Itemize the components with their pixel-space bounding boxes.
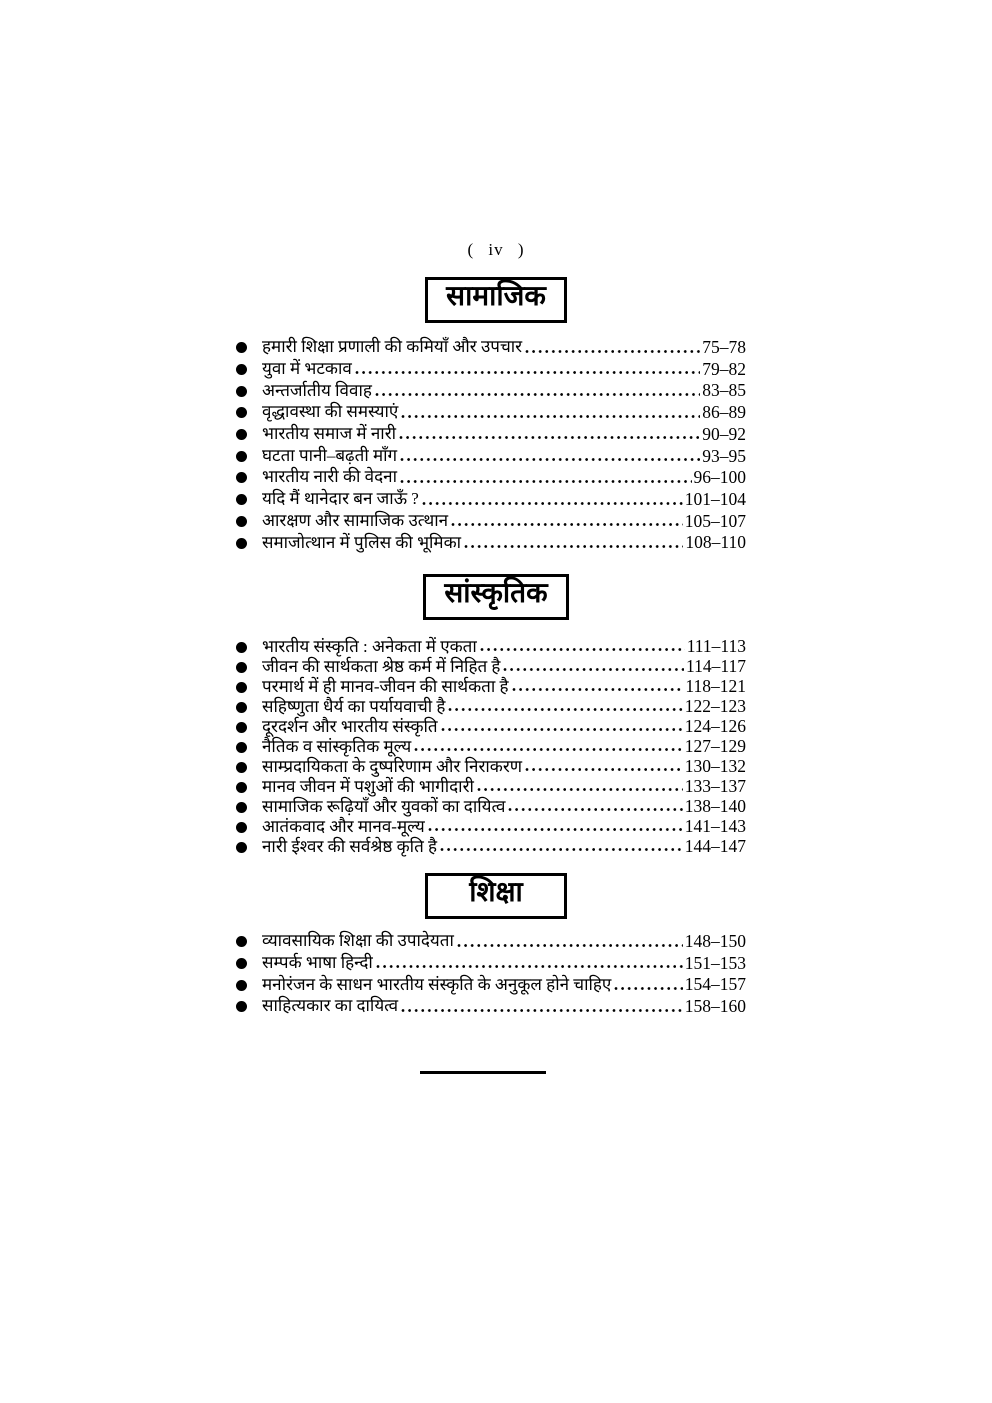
toc-item xyxy=(236,837,746,857)
section-title-box xyxy=(425,277,567,323)
bullet-icon xyxy=(236,936,247,947)
toc-item xyxy=(236,817,746,837)
toc-item-pages: 90–92 xyxy=(702,423,746,444)
toc-item-pages: 133–137 xyxy=(684,776,746,797)
bullet-icon xyxy=(236,742,247,753)
toc-item xyxy=(236,757,746,777)
toc-item xyxy=(236,337,746,359)
toc-item-pages: 105–107 xyxy=(684,510,746,531)
toc-item xyxy=(236,532,746,554)
toc-item-title: दूरदर्शन और भारतीय संस्कृति xyxy=(262,716,438,736)
toc-item-pages: 151–153 xyxy=(684,952,746,973)
toc-item xyxy=(236,717,746,737)
section-title: सांस्कृतिक xyxy=(444,578,548,609)
toc-item-title: युवा में भटकाव xyxy=(262,359,352,379)
toc-item-pages: 75–78 xyxy=(702,337,746,358)
bullet-icon xyxy=(236,958,247,969)
toc-item-title: जीवन की सार्थकता श्रेष्ठ कर्म में निहित है xyxy=(262,656,501,676)
toc-item-title: नारी ईश्वर की सर्वश्रेष्ठ कृति है xyxy=(262,836,438,856)
bullet-icon xyxy=(236,516,247,527)
section-heading-row xyxy=(0,277,992,323)
dot-leader xyxy=(376,964,683,969)
bullet-icon xyxy=(236,762,247,773)
toc-item xyxy=(236,380,746,402)
section-title: शिक्षा xyxy=(469,877,523,908)
toc-item-pages: 101–104 xyxy=(684,488,746,509)
toc-item-title: सम्पर्क भाषा हिन्दी xyxy=(262,953,373,973)
dot-leader xyxy=(503,667,684,672)
toc-item-title: हमारी शिक्षा प्रणाली की कमियाँ और उपचार xyxy=(262,337,523,357)
toc-item-pages: 111–113 xyxy=(686,636,746,657)
toc-item-title: परमार्थ में ही मानव-जीवन की सार्थकता है xyxy=(262,676,509,696)
toc-item-title: घटता पानी–बढ़ती माँग xyxy=(262,445,398,465)
toc-item-title: नैतिक व सांस्कृतिक मूल्य xyxy=(262,736,412,756)
bullet-icon xyxy=(236,364,247,375)
dot-leader xyxy=(422,501,683,506)
toc-item-pages: 144–147 xyxy=(684,836,746,857)
toc-item-title: साहित्यकार का दायित्व xyxy=(262,996,399,1016)
bullet-icon xyxy=(236,407,247,418)
dot-leader xyxy=(401,414,700,419)
section-title: सामाजिक xyxy=(446,281,546,312)
dot-leader xyxy=(508,807,682,812)
toc-item xyxy=(236,777,746,797)
toc-item xyxy=(236,953,746,975)
dot-leader xyxy=(401,1008,683,1013)
toc-item-pages: 118–121 xyxy=(685,676,746,697)
bullet-icon xyxy=(236,538,247,549)
toc-item-pages: 108–110 xyxy=(685,532,746,553)
toc-item xyxy=(236,677,746,697)
toc-item-pages: 127–129 xyxy=(684,736,746,757)
dot-leader xyxy=(375,392,700,397)
toc-item-title: अन्तर्जातीय विवाह xyxy=(262,380,372,400)
dot-leader xyxy=(441,727,683,732)
toc-item-title: वृद्धावस्था की समस्याएं xyxy=(262,402,399,422)
toc-item-title: यदि मैं थानेदार बन जाऊँ ? xyxy=(262,489,419,509)
toc-list-social xyxy=(236,337,746,554)
dot-leader xyxy=(428,827,683,832)
dot-leader xyxy=(464,544,683,549)
toc-list-education xyxy=(236,931,746,1018)
toc-item xyxy=(236,511,746,533)
toc-item-title: साम्प्रदायिकता के दुष्परिणाम और निराकरण xyxy=(262,756,523,776)
toc-item-title: भारतीय संस्कृति : अनेकता में एकता xyxy=(262,636,477,656)
bullet-icon xyxy=(236,1001,247,1012)
toc-item-title: आरक्षण और सामाजिक उत्थान xyxy=(262,510,449,530)
toc-item xyxy=(236,974,746,996)
toc-item-pages: 130–132 xyxy=(684,756,746,777)
bullet-icon xyxy=(236,429,247,440)
toc-item xyxy=(236,359,746,381)
toc-item xyxy=(236,424,746,446)
toc-item-pages: 83–85 xyxy=(702,380,746,401)
toc-item-pages: 96–100 xyxy=(693,467,746,488)
bullet-icon xyxy=(236,822,247,833)
section-heading-row xyxy=(0,574,992,620)
bullet-icon xyxy=(236,662,247,673)
toc-item-pages: 148–150 xyxy=(684,931,746,952)
page-number-folio: ( iv ) xyxy=(467,240,525,259)
dot-leader xyxy=(614,986,682,991)
bullet-icon xyxy=(236,842,247,853)
toc-item-title: सामाजिक रूढ़ियाँ और युवकों का दायित्व xyxy=(262,796,506,816)
dot-leader xyxy=(525,767,683,772)
bullet-icon xyxy=(236,682,247,693)
footer-rule xyxy=(420,1071,546,1074)
toc-item xyxy=(236,637,746,657)
dot-leader xyxy=(448,707,682,712)
toc-item xyxy=(236,737,746,757)
toc-item-pages: 141–143 xyxy=(684,816,746,837)
dot-leader xyxy=(440,847,683,852)
toc-item-title: भारतीय नारी की वेदना xyxy=(262,467,397,487)
toc-item-pages: 114–117 xyxy=(686,656,746,677)
bullet-icon xyxy=(236,342,247,353)
dot-leader xyxy=(414,747,682,752)
toc-item xyxy=(236,931,746,953)
bullet-icon xyxy=(236,472,247,483)
dot-leader xyxy=(400,479,692,484)
toc-item-title: आतंकवाद और मानव-मूल्य xyxy=(262,816,425,836)
toc-item xyxy=(236,445,746,467)
bullet-icon xyxy=(236,980,247,991)
bullet-icon xyxy=(236,642,247,653)
toc-item-title: सहिष्णुता धैर्य का पर्यायवाची है xyxy=(262,696,446,716)
section-heading-row xyxy=(0,873,992,919)
section-title-box xyxy=(425,873,567,919)
toc-item-title: व्यावसायिक शिक्षा की उपादेयता xyxy=(262,931,454,951)
toc-item xyxy=(236,996,746,1018)
toc-item xyxy=(236,402,746,424)
dot-leader xyxy=(477,787,683,792)
toc-item-pages: 122–123 xyxy=(684,696,746,717)
dot-leader xyxy=(355,370,700,375)
bullet-icon xyxy=(236,802,247,813)
toc-item-pages: 124–126 xyxy=(684,716,746,737)
dot-leader xyxy=(399,435,700,440)
dot-leader xyxy=(451,522,683,527)
toc-item-pages: 154–157 xyxy=(684,974,746,995)
toc-item-title: मानव जीवन में पशुओं की भागीदारी xyxy=(262,776,474,796)
toc-item-title: भारतीय समाज में नारी xyxy=(262,424,397,444)
bullet-icon xyxy=(236,451,247,462)
toc-list-cultural xyxy=(236,637,746,857)
bullet-icon xyxy=(236,386,247,397)
toc-item-pages: 158–160 xyxy=(684,996,746,1017)
toc-item xyxy=(236,797,746,817)
toc-item xyxy=(236,489,746,511)
toc-item-title: समाजोत्थान में पुलिस की भूमिका xyxy=(262,532,462,552)
toc-item-pages: 138–140 xyxy=(684,796,746,817)
dot-leader xyxy=(480,647,685,652)
section-title-box xyxy=(423,574,568,620)
toc-item-pages: 79–82 xyxy=(702,358,746,379)
toc-item-pages: 86–89 xyxy=(702,402,746,423)
bullet-icon xyxy=(236,782,247,793)
toc-item-title: मनोरंजन के साधन भारतीय संस्कृति के अनुकूल होने चाहिए xyxy=(262,974,612,994)
toc-item xyxy=(236,697,746,717)
dot-leader xyxy=(457,943,683,948)
toc-item xyxy=(236,657,746,677)
bullet-icon xyxy=(236,722,247,733)
bullet-icon xyxy=(236,494,247,505)
toc-item xyxy=(236,467,746,489)
toc-item-pages: 93–95 xyxy=(702,445,746,466)
bullet-icon xyxy=(236,702,247,713)
dot-leader xyxy=(400,457,700,462)
dot-leader xyxy=(512,687,684,692)
dot-leader xyxy=(525,349,700,354)
